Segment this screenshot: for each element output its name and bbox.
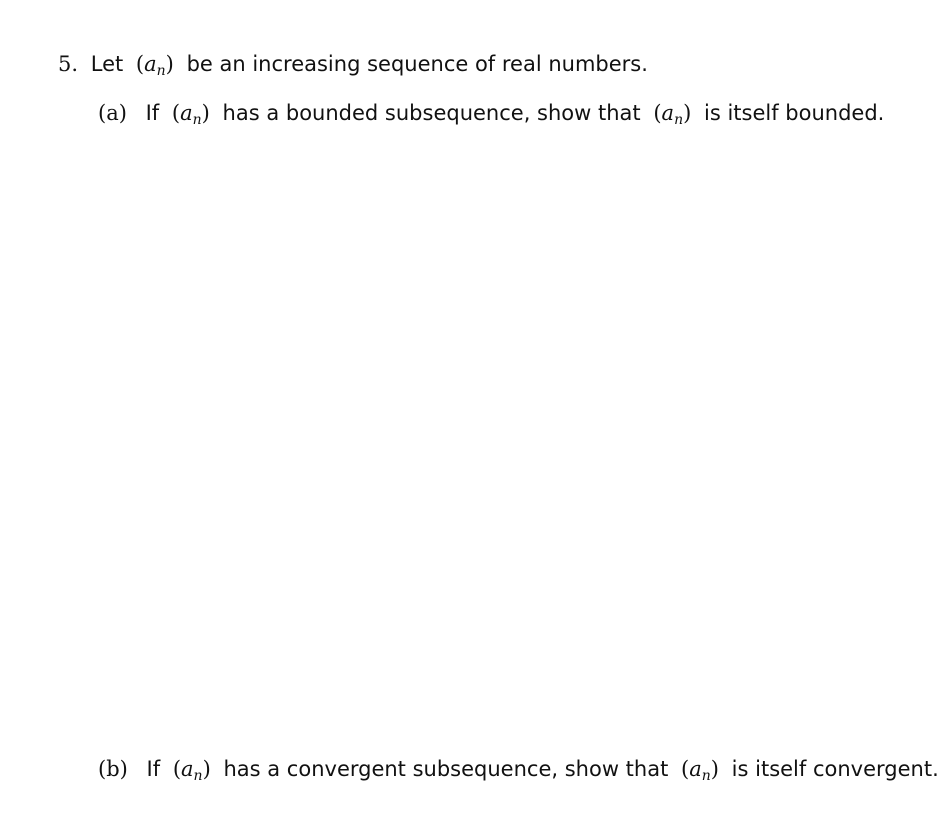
stem-text-after: be an increasing sequence of real numbers. xyxy=(186,52,648,76)
part-a-text-before: If xyxy=(145,101,160,125)
sequence-notation: $(a_n)$ xyxy=(172,757,211,784)
part-b-text-middle: has a convergent subsequence, show that xyxy=(223,757,669,781)
part-a-statement xyxy=(98,99,884,134)
stem-text-before: Let xyxy=(90,52,124,76)
part-a-label: (a) xyxy=(98,101,127,125)
sequence-notation: $(a_n)$ xyxy=(653,101,692,128)
problem-5-statement xyxy=(58,50,648,85)
sequence-notation: $(a_n)$ xyxy=(135,52,174,79)
part-b-text-before: If xyxy=(146,757,161,781)
part-a-text-middle: has a bounded subsequence, show that xyxy=(222,101,641,125)
part-a-text-after: is itself bounded. xyxy=(704,101,885,125)
part-b-statement xyxy=(98,755,939,790)
part-b-label: (b) xyxy=(98,757,128,781)
problem-number: 5. xyxy=(58,52,79,76)
sequence-notation: $(a_n)$ xyxy=(681,757,719,784)
answer-space-part-a xyxy=(98,140,858,740)
sequence-notation: $(a_n)$ xyxy=(171,101,210,128)
part-b-text-after: is itself convergent. xyxy=(731,757,939,781)
